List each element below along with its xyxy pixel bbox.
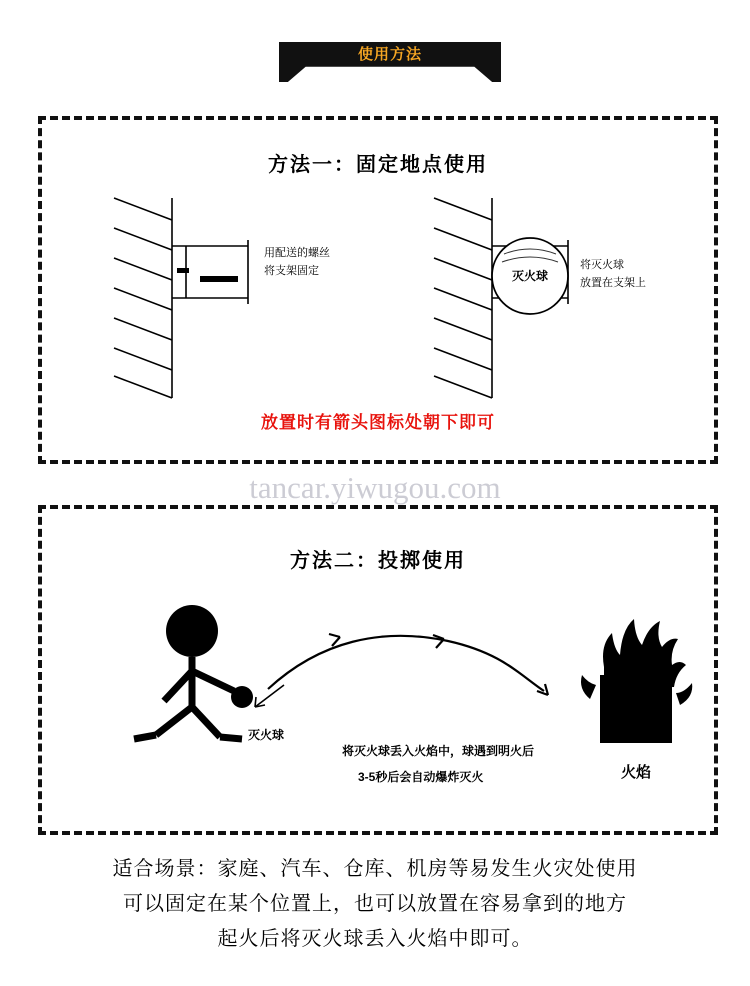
method-one-title: 方法一：固定地点使用 <box>268 154 488 176</box>
throw-ball-diagram <box>52 579 712 829</box>
ball-label-two: 灭火球 <box>248 728 285 742</box>
method-one-figure <box>52 180 712 410</box>
method-two-figure <box>52 579 712 829</box>
trajectory-arrowheads <box>329 634 548 695</box>
screw-left-icon <box>177 268 189 273</box>
right-wall <box>434 198 492 398</box>
place-label-line1: 将灭火球 <box>580 259 624 271</box>
place-label-line2: 放置在支架上 <box>580 277 646 289</box>
footer-text-block <box>0 852 750 957</box>
left-wall <box>114 198 172 398</box>
screw-label-line1: 用配送的螺丝 <box>264 247 330 259</box>
method-two-title: 方法二：投掷使用 <box>290 550 466 572</box>
throw-caption-line1: 将灭火球丢入火焰中，球遇到明火后 <box>342 744 535 758</box>
footer-line-3: 起火后将灭火球丢入火焰中即可。 <box>217 928 533 950</box>
method-two-panel <box>38 505 718 835</box>
trajectory-curve <box>268 636 544 691</box>
throw-caption-line2: 3-5秒后会自动爆炸灭火 <box>358 770 484 784</box>
footer-line-2: 可以固定在某个位置上，也可以放置在容易拿到的地方 <box>123 893 627 915</box>
flame-label: 火焰 <box>620 764 652 781</box>
screw-label-line2: 将支架固定 <box>264 265 319 277</box>
fire-base-box <box>600 675 672 743</box>
thrown-ball <box>231 686 253 708</box>
header-banner <box>0 42 750 82</box>
footer-line-1: 适合场景：家庭、汽车、仓库、机房等易发生火灾处使用 <box>112 858 638 880</box>
page-title: 使用方法 <box>357 46 422 63</box>
mount-bracket-diagram <box>52 180 712 410</box>
screw-right-icon <box>200 276 238 282</box>
stick-figure <box>134 605 242 739</box>
method-one-note: 放置时有箭头图标处朝下即可 <box>261 413 495 432</box>
watermark-text: tancar.yiwugou.com <box>249 470 501 505</box>
method-one-panel <box>38 116 718 464</box>
ball-label: 灭火球 <box>511 269 549 283</box>
